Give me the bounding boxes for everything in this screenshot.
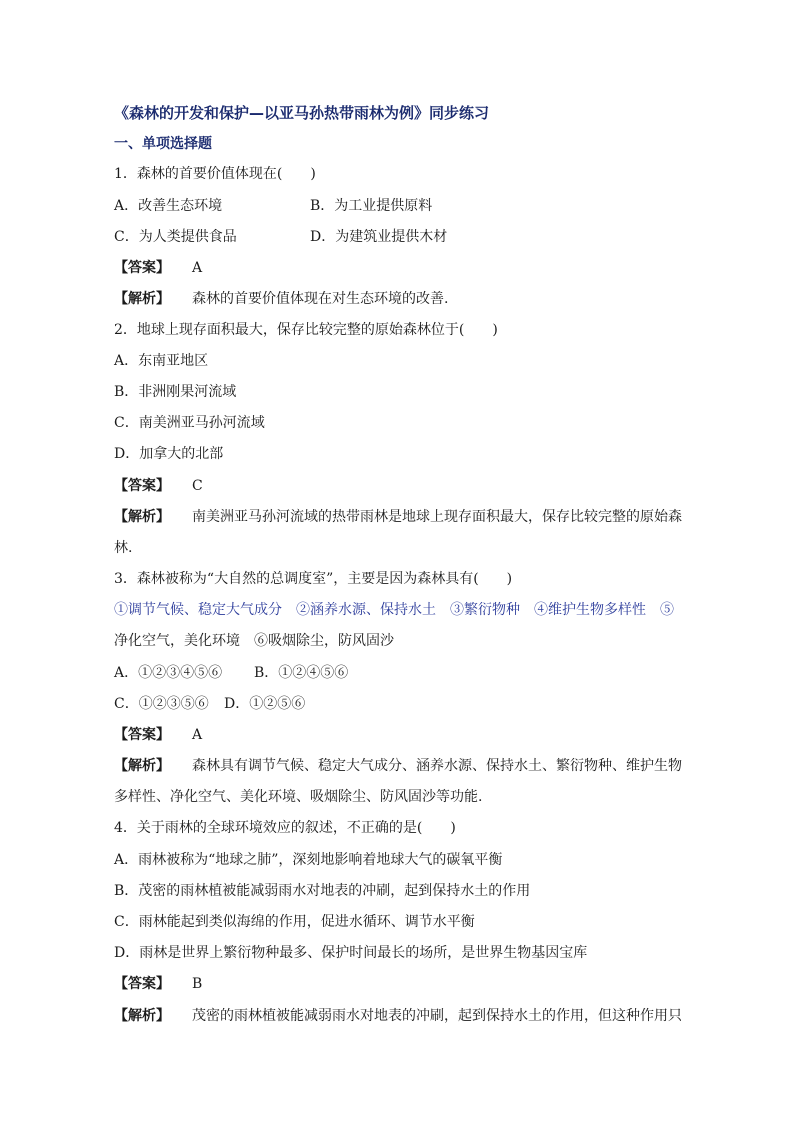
q1-answer: [114, 258, 202, 278]
q3-option-d: D．①②⑤⑥: [224, 696, 306, 712]
q2-answer: [114, 476, 203, 496]
q3-option-b: B．①②④⑤⑥: [254, 665, 349, 681]
q1-option-a: A．改善生态环境: [114, 198, 223, 214]
q3-items-line1: ①调节气候、稳定大气成分 ②涵养水源、保持水土 ③繁衍物种 ④维护生物多样性 ⑤: [114, 602, 674, 618]
q3-answer: [114, 725, 202, 745]
answer-tag: 【答案】: [114, 976, 170, 992]
q3-stem: 3．森林被称为“大自然的总调度室”，主要是因为森林具有( ): [114, 571, 513, 587]
answer-tag: 【答案】: [114, 727, 170, 743]
q3-analysis-text: 森林具有调节气候、稳定大气成分、涵养水源、保持水土、繁衍物种、维护生物: [192, 758, 682, 774]
q3-option-a: A．①②③④⑤⑥: [114, 665, 223, 681]
q3-analysis-cont: 多样性、净化空气、美化环境、吸烟除尘、防风固沙等功能.: [114, 789, 483, 805]
q3-answer-value: A: [192, 727, 203, 743]
q2-option-a: A．东南亚地区: [114, 353, 209, 369]
q2-option-b: B．非洲刚果河流域: [114, 384, 237, 400]
answer-tag: 【答案】: [114, 478, 170, 494]
section-heading: 一、单项选择题: [114, 136, 212, 152]
analysis-tag: 【解析】: [114, 509, 170, 525]
q4-option-b: B．茂密的雨林植被能减弱雨水对地表的冲刷，起到保持水土的作用: [114, 883, 531, 899]
q3-items-line2: 净化空气，美化环境 ⑥吸烟除尘，防风固沙: [114, 633, 394, 649]
q4-stem: 4．关于雨林的全球环境效应的叙述，不正确的是( ): [114, 820, 456, 836]
q1-stem: 1．森林的首要价值体现在( ): [114, 166, 316, 182]
q4-option-c: C．雨林能起到类似海绵的作用，促进水循环、调节水平衡: [114, 914, 475, 930]
q3-analysis: [114, 756, 682, 776]
q2-answer-value: C: [192, 478, 203, 494]
q2-option-c: C．南美洲亚马孙河流域: [114, 415, 265, 431]
q4-analysis: [114, 1006, 682, 1026]
analysis-tag: 【解析】: [114, 1008, 170, 1024]
q1-option-d: D．为建筑业提供木材: [310, 229, 448, 245]
q2-analysis: [114, 507, 682, 527]
q3-options-row1: [114, 663, 514, 683]
q4-analysis-text: 茂密的雨林植被能减弱雨水对地表的冲刷，起到保持水土的作用，但这种作用只: [192, 1008, 682, 1024]
q3-option-c: C．①②③⑤⑥: [114, 696, 209, 712]
page-title: 《森林的开发和保护—以亚马孙热带雨林为例》同步练习: [114, 104, 490, 122]
answer-tag: 【答案】: [114, 260, 170, 276]
analysis-tag: 【解析】: [114, 291, 170, 307]
q2-option-d: D．加拿大的北部: [114, 446, 224, 462]
q4-answer: [114, 974, 202, 994]
q1-option-b: B．为工业提供原料: [310, 198, 433, 214]
q4-option-d: D．雨林是世界上繁衍物种最多、保护时间最长的场所，是世界生物基因宝库: [114, 945, 588, 961]
q1-analysis-text: 森林的首要价值体现在对生态环境的改善.: [192, 291, 449, 307]
q1-answer-value: A: [192, 260, 203, 276]
q1-analysis: [114, 289, 448, 309]
q1-options-row1: [114, 196, 674, 216]
q2-analysis-cont: 林.: [114, 540, 133, 556]
q4-option-a: A．雨林被称为“地球之肺”，深刻地影响着地球大气的碳氧平衡: [114, 852, 503, 868]
q2-analysis-text: 南美洲亚马孙河流域的热带雨林是地球上现存面积最大，保存比较完整的原始森: [192, 509, 682, 525]
q1-options-row2: [114, 227, 674, 247]
q1-option-c: C．为人类提供食品: [114, 229, 237, 245]
analysis-tag: 【解析】: [114, 758, 170, 774]
q4-answer-value: B: [192, 976, 203, 992]
q3-options-row2: [114, 694, 514, 714]
q2-stem: 2．地球上现存面积最大，保存比较完整的原始森林位于( ): [114, 322, 498, 338]
